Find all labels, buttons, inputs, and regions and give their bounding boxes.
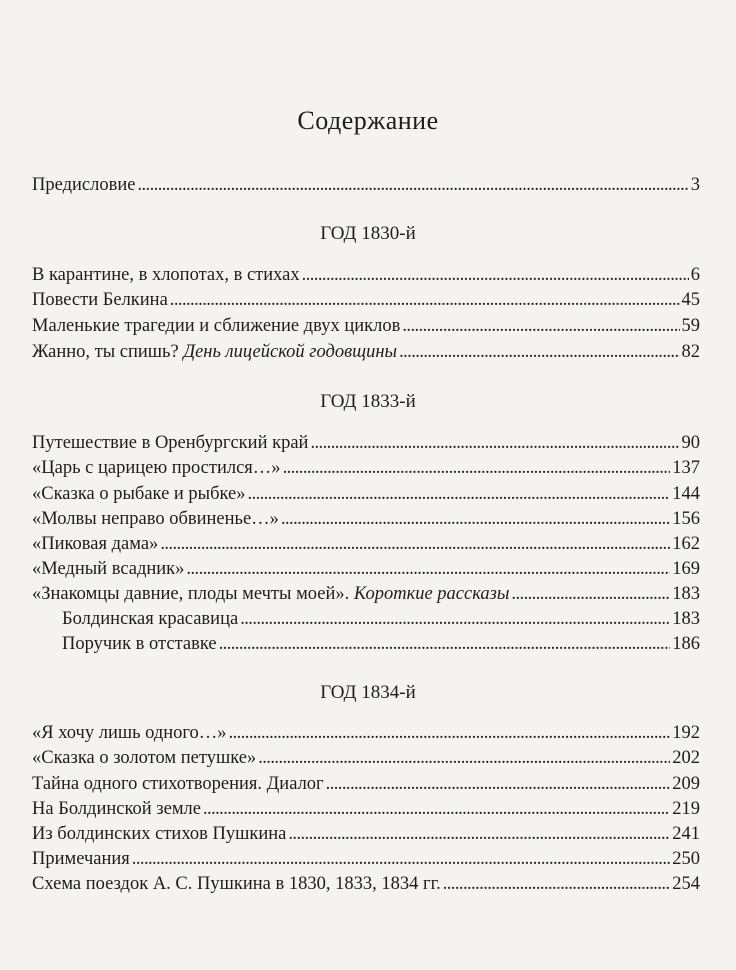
page-title: Содержание xyxy=(297,106,439,135)
entry-title: Поручик в отставке xyxy=(62,634,217,654)
entry-title: «Сказка о рыбаке и рыбке» xyxy=(32,484,246,504)
entry-page: 186 xyxy=(672,634,700,654)
entry-title: «Царь с царицею простился…» xyxy=(32,458,281,478)
dot-leader xyxy=(132,847,670,871)
toc-entry-preface xyxy=(32,173,700,197)
dot-leader xyxy=(399,340,679,364)
toc-entry xyxy=(32,847,700,871)
entry-title xyxy=(32,340,397,364)
entry-title: Путешествие в Оренбургский край xyxy=(32,433,309,453)
entry-title: На Болдинской земле xyxy=(32,799,201,819)
dot-leader xyxy=(137,173,688,197)
entry-title: «Медный всадник» xyxy=(32,559,185,579)
toc-entry xyxy=(32,431,700,455)
entry-page: 169 xyxy=(672,559,700,579)
toc-entry xyxy=(32,507,700,531)
entry-title: «Я хочу лишь одного…» xyxy=(32,723,227,743)
dot-leader xyxy=(160,532,670,556)
entry-title-main: «Знакомцы давние, плоды мечты моей». xyxy=(32,584,350,604)
toc-entry xyxy=(32,482,700,506)
entry-page: 250 xyxy=(672,849,700,869)
dot-leader xyxy=(281,507,670,531)
toc-entry xyxy=(32,532,700,556)
entry-title: Предисловие xyxy=(32,175,136,195)
toc-entry xyxy=(32,746,700,770)
entry-page: 254 xyxy=(672,874,700,894)
entry-page: 144 xyxy=(672,484,700,504)
toc-entry xyxy=(32,314,700,338)
section-heading-1830: ГОД 1830-й xyxy=(320,223,416,244)
dot-leader xyxy=(511,582,670,606)
entry-page: 209 xyxy=(672,774,700,794)
entry-page: 82 xyxy=(681,342,700,362)
entry-title: Из болдинских стихов Пушкина xyxy=(32,824,287,844)
dot-leader xyxy=(310,431,679,455)
entry-page: 183 xyxy=(672,584,700,604)
dot-leader xyxy=(443,872,671,896)
dot-leader xyxy=(302,263,689,287)
entry-title: Болдинская красавица xyxy=(62,609,239,629)
dot-leader xyxy=(229,721,671,745)
entry-page: 6 xyxy=(690,265,700,285)
section-heading-1833: ГОД 1833-й xyxy=(320,391,416,412)
dot-leader xyxy=(186,557,670,581)
toc-entry xyxy=(32,582,700,606)
dot-leader xyxy=(288,822,670,846)
dot-leader xyxy=(240,607,670,631)
entry-title: Маленькие трагедии и сближение двух циклов xyxy=(32,316,401,336)
toc-entry xyxy=(32,822,700,846)
entry-title-italic: День лицейской годовщины xyxy=(183,342,398,362)
toc-entry xyxy=(32,288,700,312)
entry-page: 45 xyxy=(681,290,700,310)
entry-title: Тайна одного стихотворения. Диалог xyxy=(32,774,324,794)
toc-entry xyxy=(32,340,700,364)
toc-entry xyxy=(32,872,700,896)
entry-title: Повести Белкина xyxy=(32,290,168,310)
dot-leader xyxy=(248,482,671,506)
dot-leader xyxy=(219,632,671,656)
dot-leader xyxy=(258,746,670,770)
dot-leader xyxy=(283,456,671,480)
entry-page: 192 xyxy=(672,723,700,743)
toc-entry xyxy=(32,797,700,821)
entry-page: 59 xyxy=(681,316,700,336)
toc-entry xyxy=(32,557,700,581)
entry-page: 241 xyxy=(672,824,700,844)
entry-title: «Сказка о золотом петушке» xyxy=(32,748,257,768)
entry-page: 3 xyxy=(690,175,700,195)
entry-page: 162 xyxy=(672,534,700,554)
dot-leader xyxy=(203,797,670,821)
entry-title: «Молвы неправо обвиненье…» xyxy=(32,509,279,529)
entry-title: «Пиковая дама» xyxy=(32,534,159,554)
entry-title: Схема поездок А. С. Пушкина в 1830, 1833, 1834 гг. xyxy=(32,874,441,894)
dot-leader xyxy=(326,772,671,796)
entry-page: 137 xyxy=(672,458,700,478)
entry-page: 183 xyxy=(672,609,700,629)
entry-page: 90 xyxy=(681,433,700,453)
toc-entry xyxy=(32,772,700,796)
entry-title: В карантине, в хлопотах, в стихах xyxy=(32,265,300,285)
toc-subentry xyxy=(62,632,700,656)
dot-leader xyxy=(402,314,679,338)
entry-page: 156 xyxy=(672,509,700,529)
entry-page: 202 xyxy=(672,748,700,768)
entry-title: Примечания xyxy=(32,849,130,869)
entry-title-italic: Короткие рассказы xyxy=(353,584,510,604)
section-heading-1834: ГОД 1834-й xyxy=(320,682,416,703)
toc-entry xyxy=(32,456,700,480)
entry-title-main: Жанно, ты спишь? xyxy=(32,342,179,362)
toc-entry xyxy=(32,263,700,287)
toc-subentry xyxy=(62,607,700,631)
entry-title xyxy=(32,582,509,606)
toc-entry xyxy=(32,721,700,745)
dot-leader xyxy=(170,288,680,312)
entry-page: 219 xyxy=(672,799,700,819)
